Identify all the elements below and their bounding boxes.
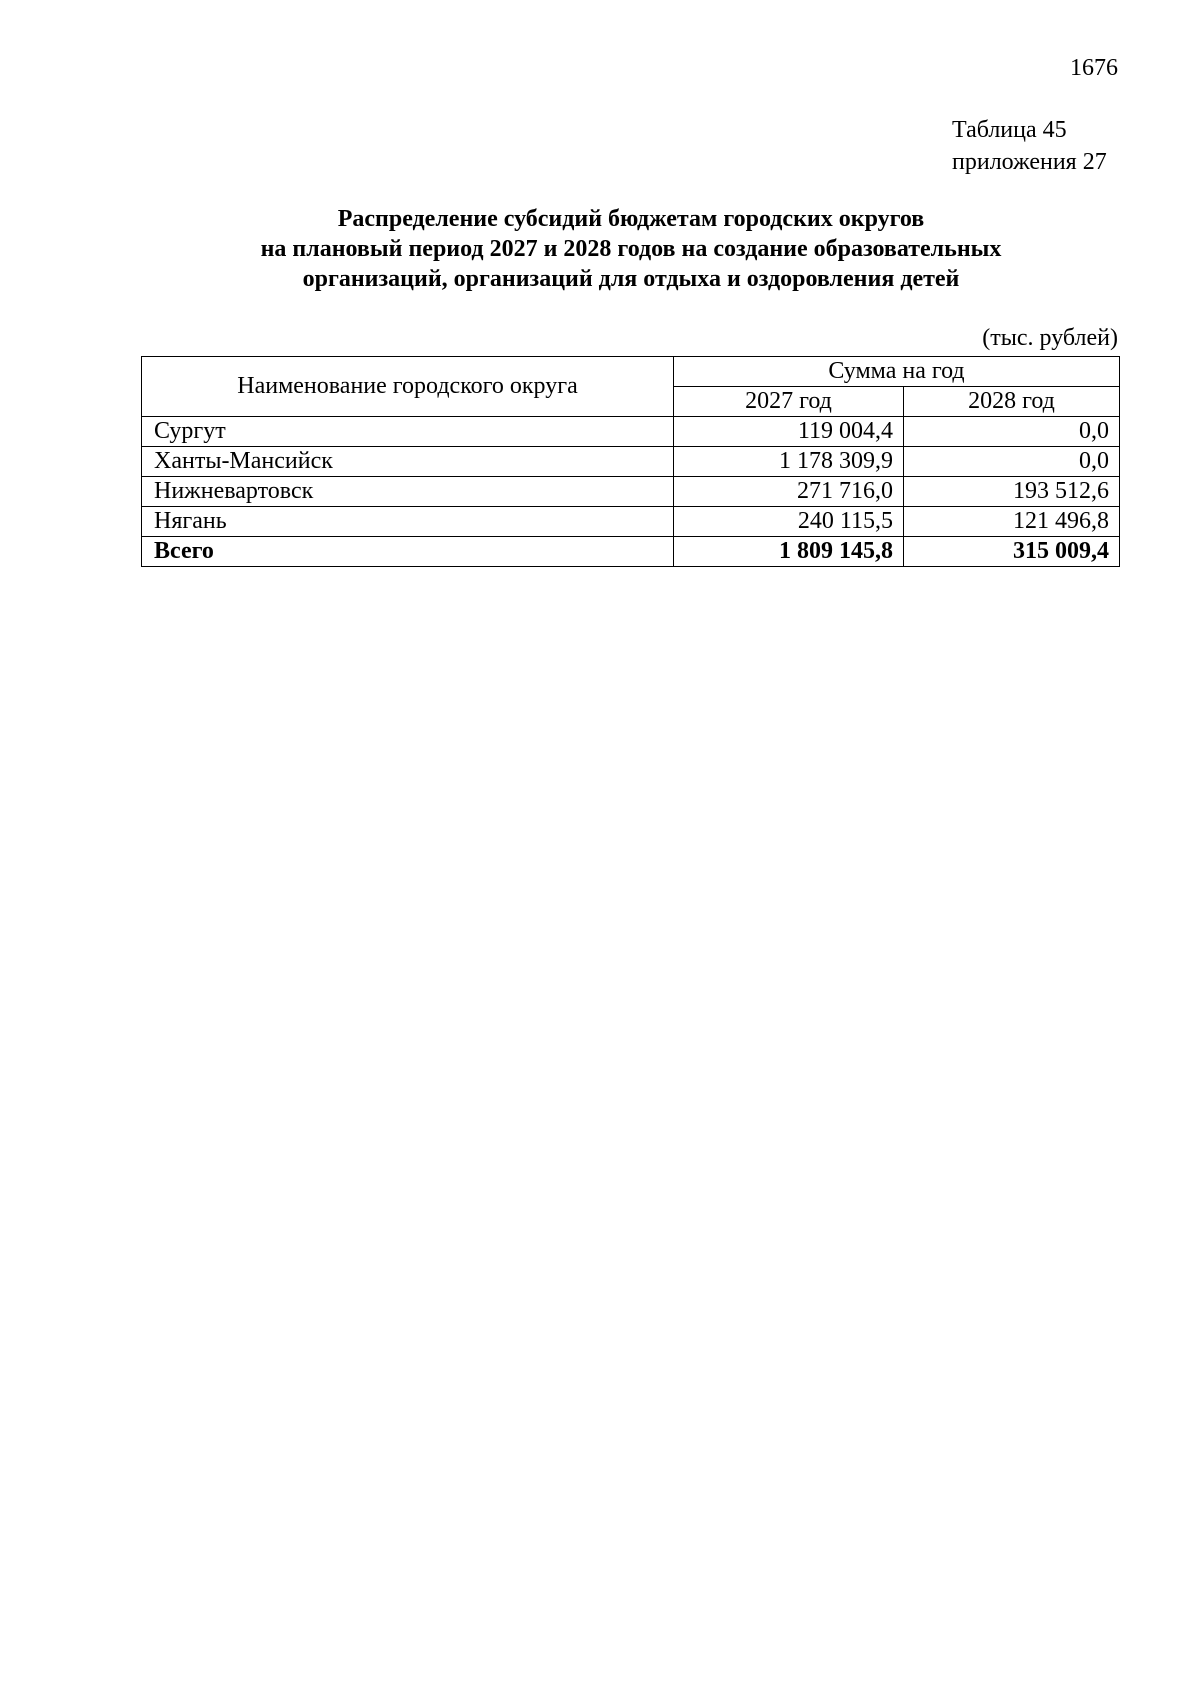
table-reference-number: Таблица 45	[952, 117, 1067, 143]
document-title	[141, 204, 1121, 294]
table-header-row-1	[142, 357, 1120, 387]
table-row	[142, 447, 1120, 477]
amount-2027: 1 178 309,9	[674, 447, 904, 477]
amount-2027: 119 004,4	[674, 417, 904, 447]
header-year-2027: 2027 год	[674, 387, 904, 417]
document-title-line-3: организаций, организаций для отдыха и оздоровления детей	[302, 266, 960, 292]
amount-2028: 0,0	[904, 417, 1120, 447]
total-amount-2028: 315 009,4	[904, 537, 1120, 567]
district-name: Нягань	[142, 507, 674, 537]
header-year-2028: 2028 год	[904, 387, 1120, 417]
table-row	[142, 417, 1120, 447]
header-amount-per-year: Сумма на год	[674, 357, 1120, 387]
amount-2028: 193 512,6	[904, 477, 1120, 507]
table-reference-appendix: приложения 27	[952, 149, 1107, 175]
page-number: 1676	[1070, 55, 1118, 81]
table-row	[142, 507, 1120, 537]
units-label: (тыс. рублей)	[982, 325, 1118, 351]
district-name: Нижневартовск	[142, 477, 674, 507]
subsidy-table	[141, 356, 1120, 567]
document-title-line-2: на плановый период 2027 и 2028 годов на создание образовательных	[260, 236, 1002, 262]
table-total-row	[142, 537, 1120, 567]
amount-2027: 240 115,5	[674, 507, 904, 537]
table-reference	[952, 114, 1107, 178]
district-name: Ханты-Мансийск	[142, 447, 674, 477]
amount-2027: 271 716,0	[674, 477, 904, 507]
amount-2028: 0,0	[904, 447, 1120, 477]
header-district-name: Наименование городского округа	[142, 357, 674, 417]
document-title-line-1: Распределение субсидий бюджетам городских округов	[337, 206, 925, 232]
amount-2028: 121 496,8	[904, 507, 1120, 537]
total-label: Всего	[142, 537, 674, 567]
total-amount-2027: 1 809 145,8	[674, 537, 904, 567]
table-row	[142, 477, 1120, 507]
district-name: Сургут	[142, 417, 674, 447]
